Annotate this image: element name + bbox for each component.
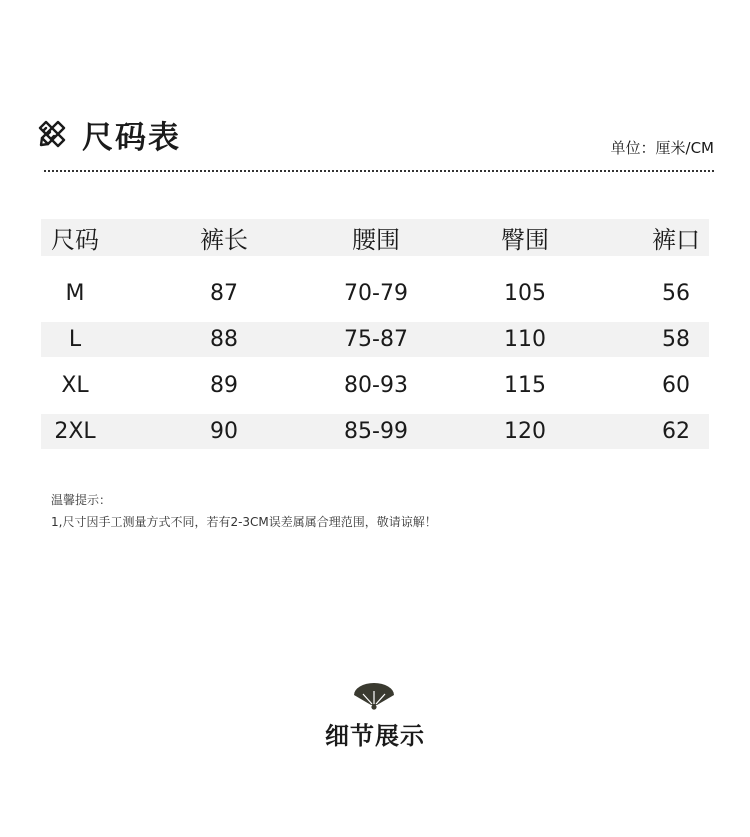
- table-cell: 58: [662, 327, 690, 352]
- table-cell: 89: [210, 373, 238, 398]
- tips-line: 1,尺寸因手工测量方式不同，若有2-3CM误差属属合理范围，敬请谅解！: [51, 515, 437, 529]
- divider: [44, 170, 714, 172]
- page-title: 尺码表: [82, 119, 181, 156]
- table-row: [41, 414, 709, 449]
- table-cell: 70-79: [344, 281, 408, 306]
- table-cell: L: [68, 327, 82, 352]
- size-table: [41, 219, 709, 449]
- table-cell: 110: [504, 327, 546, 352]
- table-cell: 87: [210, 281, 238, 306]
- table-cell: 75-87: [344, 327, 408, 352]
- table-cell: 80-93: [344, 373, 408, 398]
- section-title: 细节展示: [325, 722, 425, 750]
- column-header: 尺码: [51, 226, 99, 254]
- tips-block: [51, 489, 437, 533]
- table-cell: 90: [210, 419, 238, 444]
- unit-label: 单位：厘米/CM: [610, 139, 714, 157]
- table-row: [41, 322, 709, 357]
- table-cell: 62: [662, 419, 690, 444]
- table-cell: 105: [504, 281, 546, 306]
- table-cell: 2XL: [54, 419, 96, 444]
- table-cell: 88: [210, 327, 238, 352]
- table-cell: 56: [662, 281, 690, 306]
- column-header: 裤长: [200, 226, 248, 254]
- tips-heading: 温馨提示：: [51, 493, 112, 507]
- table-header-row: [41, 219, 709, 256]
- table-cell: 60: [662, 373, 690, 398]
- column-header: 裤口: [652, 226, 700, 254]
- table-cell: 115: [504, 373, 546, 398]
- table-cell: 120: [504, 419, 546, 444]
- folding-fan-icon: [352, 683, 396, 711]
- pencil-ruler-icon: [36, 118, 68, 150]
- table-cell: 85-99: [344, 419, 408, 444]
- table-cell: XL: [61, 373, 89, 398]
- table-cell: M: [65, 281, 85, 306]
- page-header: [36, 112, 181, 156]
- table-row: [41, 368, 709, 403]
- column-header: 臀围: [501, 226, 549, 254]
- column-header: 腰围: [352, 226, 400, 254]
- table-row: [41, 276, 709, 311]
